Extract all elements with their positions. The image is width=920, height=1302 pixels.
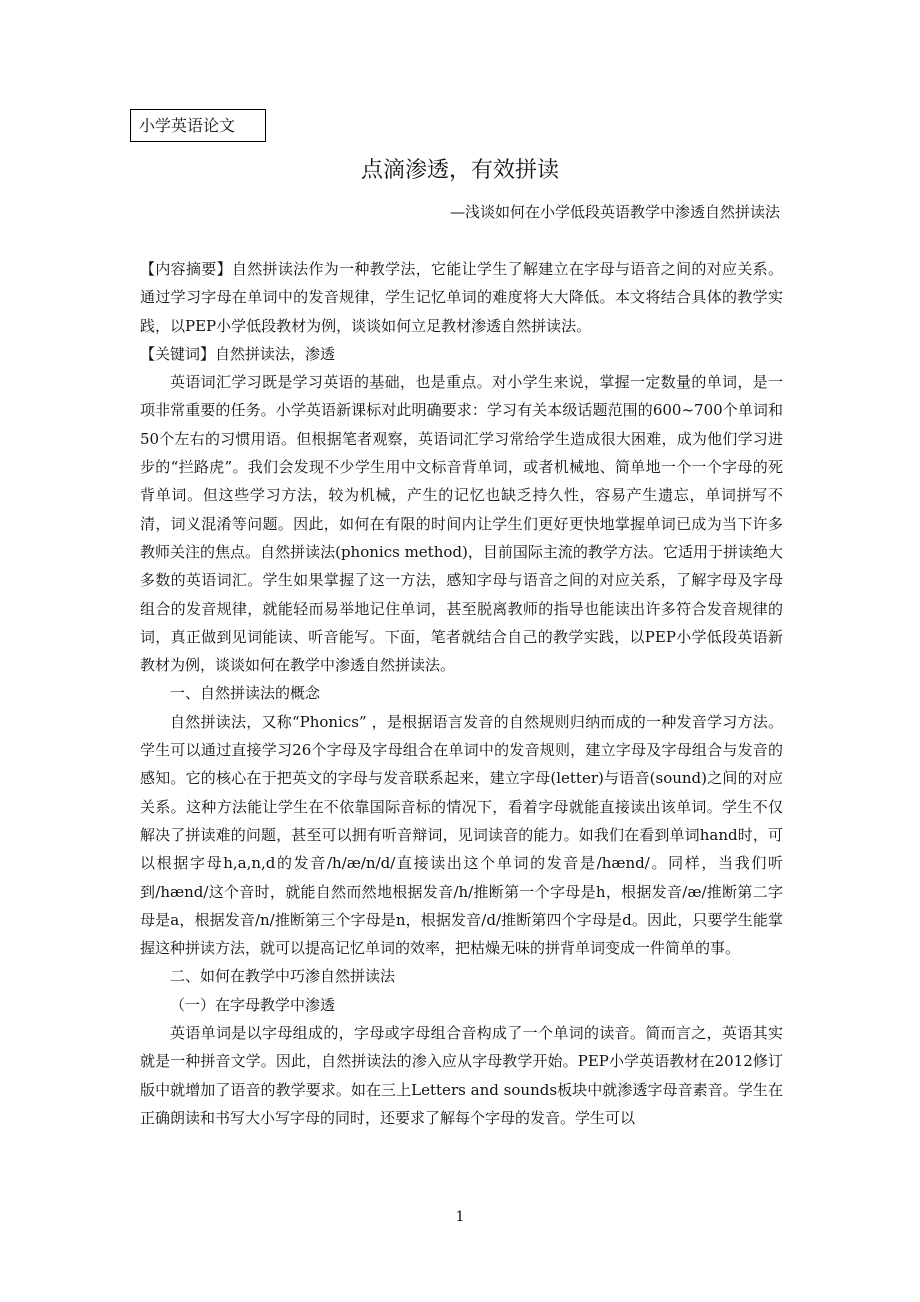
page-number: 1 <box>455 1209 465 1225</box>
body-paragraph: 英语词汇学习既是学习英语的基础，也是重点。对小学生来说，掌握一定数量的单词，是一项非常重要的任务。小学英语新课标对此明确要求：学习有关本级话题范围的600~700个单词和50个左右的习惯用语。但根据笔者观察，英语词汇学习常给学生造成很大困难，成为他们学习进步的“拦路虎”。我们会发现不少学生用中文标音背单词，或者机械地、简单地一个一个字母的死背单词。但这些学习方法，较为机械，产生的记忆也缺乏持久性，容易产生遗忘，单词拼写不清，词义混淆等问题。因此，如何在有限的时间内让学生们更好更快地掌握单词已成为当下许多教师关注的焦点。自然拼读法(phonics method)，目前国际主流的教学方法。它适用于拼读绝大多数的英语词汇。学生如果掌握了这一方法，感知字母与语音之间的对应关系，了解字母及字母组合的发音规律，就能轻而易举地记住单词，甚至脱离教师的指导也能读出许多符合发音规律的词，真正做到见词能读、听音能写。下面，笔者就结合自己的教学实践，以PEP小学低段英语新教材为例，谈谈如何在教学中渗透自然拼读法。 <box>140 373 783 675</box>
body-paragraph: 英语单词是以字母组成的，字母或字母组合音构成了一个单词的读音。简而言之，英语其实就是一种拼音文学。因此，自然拼读法的渗入应从字母教学开始。PEP小学英语教材在2012修订版中就增加了语音的教学要求。如在三上Letters and sounds板块中就渗透字母音素音。学生在正确朗读和书写大小写字母的同时，还要求了解每个字母的发音。学生可以 <box>140 1024 783 1127</box>
section-heading: 二、如何在教学中巧渗自然拼读法 <box>170 967 396 986</box>
body-paragraph: 自然拼读法，又称“Phonics” ，是根据语言发音的自然规则归纳而成的一种发音学习方法。学生可以通过直接学习26个字母及字母组合在单词中的发音规则，建立字母及字母组合与发音的感知。它的核心在于把英文的字母与发音联系起来，建立字母(letter)与语音(sound)之间的对应关系。这种方法能让学生在不依靠国际音标的情况下，看着字母就能直接读出该单词。学生不仅解决了拼读难的问题，甚至可以拥有听音辩词，见词读音的能力。如我们在看到单词hand时，可以根据字母h,a,n,d的发音/h/æ/n/d/直接读出这个单词的发音是/hænd/。同样，当我们听到/hænd/这个音时，就能自然而然地根据发音/h/推断第一个字母是h，根据发音/æ/推断第二字母是a，根据发音/n/推断第三个字母是n，根据发音/d/推断第四个字母是d。因此，只要学生能掌握这种拼读方法，就可以提高记忆单词的效率，把枯燥无味的拼背单词变成一件简单的事。 <box>140 712 783 958</box>
document-subtitle: —浅谈如何在小学低段英语教学中渗透自然拼读法 <box>449 203 780 221</box>
subsection-heading: （一）在字母教学中渗透 <box>170 995 336 1014</box>
document-title: 点滴渗透，有效拼读 <box>360 158 559 183</box>
document-body <box>140 255 783 1132</box>
category-tag: 小学英语论文 <box>130 109 266 142</box>
keywords-line: 【关键词】自然拼读法，渗透 <box>140 344 336 363</box>
abstract-paragraph: 【内容摘要】自然拼读法作为一种教学法，它能让学生了解建立在字母与语音之间的对应关系。通过学习字母在单词中的发音规律，学生记忆单词的难度将大大降低。本文将结合具体的教学实践，以PEP小学低段教材为例，谈谈如何立足教材渗透自然拼读法。 <box>140 260 783 335</box>
section-heading: 一、自然拼读法的概念 <box>170 684 321 703</box>
